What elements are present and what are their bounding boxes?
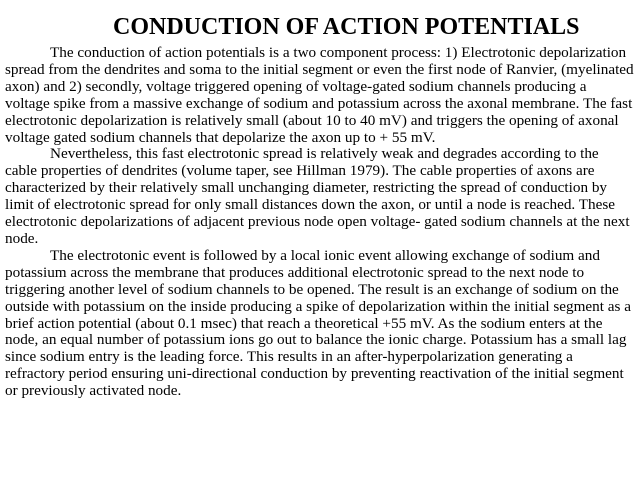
slide-body — [5, 45, 634, 400]
paragraph-2: Nevertheless, this fast electrotonic spread is relatively weak and degrades according to the cable properties of dendrites (volume taper, see Hillman 1979). The cable properties of axons are characterized by their relatively small unchanging diameter, restricting the spread of conduction by limit of electrotonic spread for only small distances down the axon, or until a node is reached. These electrotonic depolarizations of adjacent previous node open voltage- gated sodium channels at the next node. — [5, 145, 630, 247]
paragraph-3: The electrotonic event is followed by a local ionic event allowing exchange of sodium and potassium across the membrane that produces additional electrotonic spread to the next node to triggering another level of sodium channels to be opened. The result is an exchange of sodium on the outside with potassium on the inside producing a spike of depolarization within the initial segment as a brief action potential (about 0.1 msec) that reach a theoretical +55 mV. As the sodium enters at the node, an equal number of potassium ions go out to balance the ionic charge. Potassium has a small lag since sodium entry is the leading force. This results in an after-hyperpolarization generating a refractory period ensuring uni-directional conduction by preventing reactivation of the initial segment or previously activated node. — [5, 246, 631, 400]
slide-title: CONDUCTION OF ACTION POTENTIALS — [113, 14, 580, 40]
paragraph-1: The conduction of action potentials is a two component process: 1) Electrotonic depolarization spread from the dendrites and soma to the initial segment or even the first node of Ranvier, (myelinated axon) and 2) secondly, voltage triggered opening of voltage-gated sodium channels producing a voltage spike from a massive exchange of sodium and potassium across the axonal membrane. The fast electrotonic depolarization is relatively small (about 10 to 40 mV) and triggers the opening of axonal voltage gated sodium channels that depolarize the axon up to + 55 mV. — [5, 44, 634, 146]
